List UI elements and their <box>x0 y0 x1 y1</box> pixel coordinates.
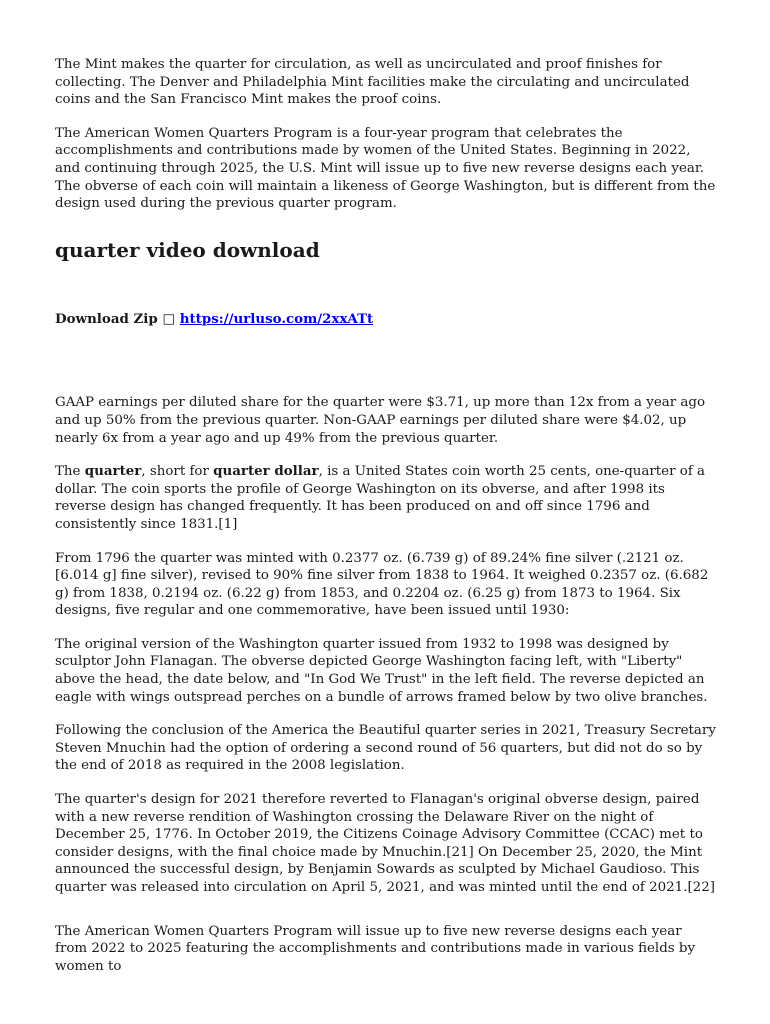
quarter-text-1: The <box>55 464 85 480</box>
quarter-bold-term: quarter <box>84 463 142 480</box>
paragraph-women-quarters-program: The American Women Quarters Program is a four-year program that celebrates the accomplishments and contributions made by women of the United States. Beginning in 2022, and continuing through 2025, the U.S. Mint will issue up to five new reverse designs each year. The obverse of each coin will maintain a likeness of George Washington, but is different from the design used during the previous quarter program. <box>55 125 716 212</box>
paragraph-women-quarters-reverse: The American Women Quarters Program will issue up to five new reverse designs each year from 2022 to 2025 featuring the accomplishments and contributions made in various fields by women to <box>55 923 696 974</box>
paragraph-gaap-earnings: GAAP earnings per diluted share for the quarter were $3.71, up more than 12x from a year ago and up 50% from the previous quarter. Non-GAAP earnings per diluted share were $4.02, up nearly 6x from a year ago and up 49% from the previous quarter. <box>55 395 706 446</box>
paragraph-original-washington-quarter: The original version of the Washington quarter issued from 1932 to 1998 was designed by sculptor John Flanagan. The obverse depicted George Washington facing left, with "Liberty" above the head, the date below, and "In God We Trust" in the left field. The reverse depicted an eagle with wings outspread perches on a bundle of arrows framed below by two olive branches. <box>55 636 708 705</box>
quarter-text-3: , is a United States coin worth 25 cents, one-quarter of a dollar. The coin sports the profile of George Washington on its obverse, and after 1998 its reverse design has changed frequently. It has been produced on and off since 1796 and consistently since 1831.[1] <box>55 464 706 532</box>
quarter-text-2: , short for <box>141 464 214 480</box>
paragraph-america-beautiful-conclusion: Following the conclusion of the America the Beautiful quarter series in 2021, Treasury Secretary Steven Mnuchin had the option of ordering a second round of 56 quarters, but did not do so by the end of 2018 as required in the 2008 legislation. <box>55 723 716 774</box>
paragraph-quarter-definition <box>55 463 717 533</box>
quarter-dollar-bold-term: quarter dollar <box>213 463 319 480</box>
document-body <box>55 56 717 975</box>
download-box-icon: □ <box>162 311 176 327</box>
download-link[interactable]: https://urluso.com/2xxATt <box>179 310 374 327</box>
download-label: Download Zip <box>55 310 158 327</box>
paragraph-silver-composition: From 1796 the quarter was minted with 0.2377 oz. (6.739 g) of 89.24% fine silver (.2121 oz. [6.014 g] fine silver), revised to 90% fine silver from 1838 to 1964. It weighed 0.2357 oz. (6.682 g) from 1838, 0.2194 oz. (6.22 g) from 1853, and 0.2204 oz. (6.25 g) from 1873 to 1964. Six designs, five regular and one commemorative, have been issued until 1930: <box>55 550 709 619</box>
paragraph-mint-circulation: The Mint makes the quarter for circulation, as well as uncirculated and proof finishes for collecting. The Denver and Philadelphia Mint facilities make the circulating and uncirculated coins and the San Francisco Mint makes the proof coins. <box>55 57 690 108</box>
section-heading: quarter video download <box>55 237 320 262</box>
download-line <box>55 311 717 329</box>
paragraph-2021-design: The quarter's design for 2021 therefore reverted to Flanagan's original obverse design, paired with a new reverse rendition of Washington crossing the Delaware River on the night of December 25, 1776. In October 2019, the Citizens Coinage Advisory Committee (CCAC) met to consider designs, with the final choice made by Mnuchin.[21] On December 25, 2020, the Mint announced the successful design, by Benjamin Sowards as sculpted by Michael Gaudioso. This quarter was released into circulation on April 5, 2021, and was minted until the end of 2021.[22] <box>55 792 715 895</box>
